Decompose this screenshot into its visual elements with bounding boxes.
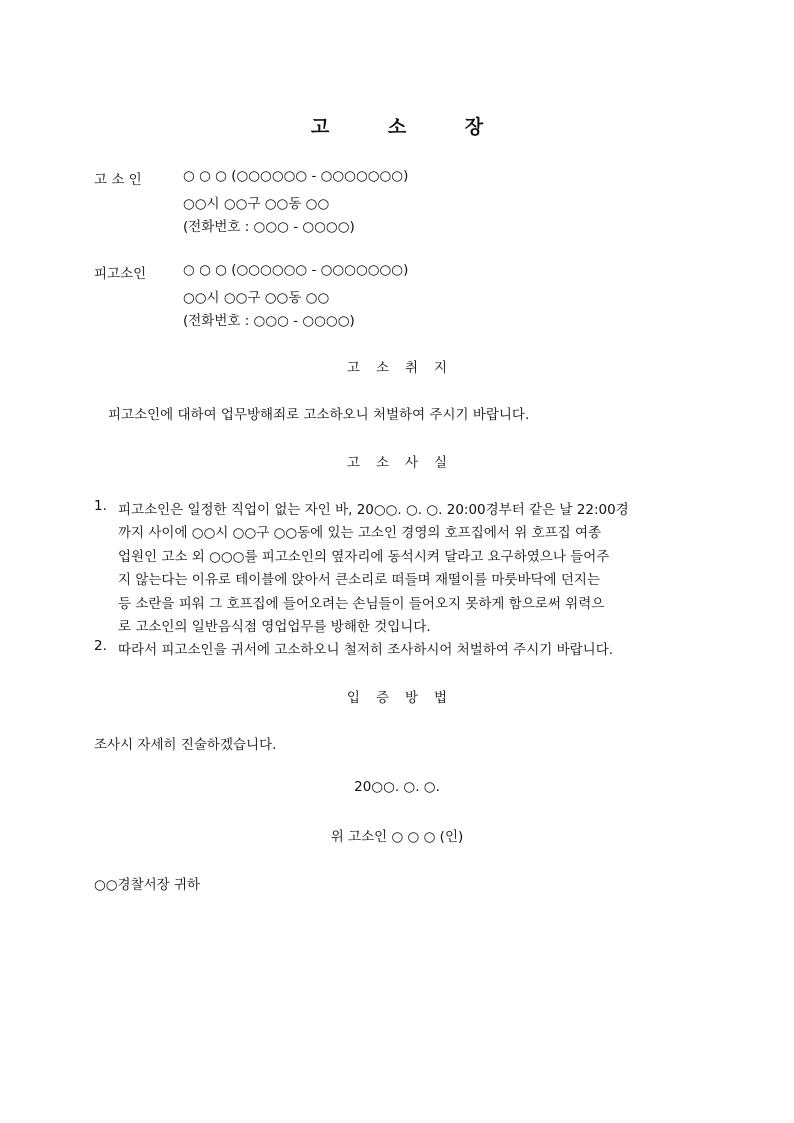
accused-label: 피고소인 (94, 266, 147, 282)
complainant-phone: (전화번호 : ○○○ - ○○○○) (183, 219, 355, 235)
facts-heading: 고소사실 (346, 455, 464, 471)
accused-name-id: ○ ○ ○ (○○○○○○ - ○○○○○○○) (183, 262, 409, 278)
complainant-signature: 위 고소인 ○ ○ ○ (인) (330, 829, 464, 845)
fact-line: 지 않는다는 이유로 테이블에 앉아서 큰소리로 떠들며 재떨이를 마룻바닥에 던지는 (118, 572, 601, 588)
fact-line: 로 고소인의 일반음식점 영업업무를 방해한 것입니다. (118, 619, 431, 635)
fact-line: 업원인 고소 외 ○○○를 피고소인의 옆자리에 동석시켜 달라고 요구하였으나 들어주 (118, 549, 610, 565)
fact-line: 따라서 피고소인을 귀서에 고소하오니 철저히 조사하시어 처벌하여 주시기 바랍니다. (118, 642, 614, 658)
complainant-label: 고 소 인 (94, 172, 142, 188)
addressee: ○○경찰서장 귀하 (94, 877, 201, 893)
complainant-name-id: ○ ○ ○ (○○○○○○ - ○○○○○○○) (183, 168, 409, 184)
complainant-address: ○○시 ○○구 ○○동 ○○ (183, 196, 330, 212)
fact-item-number: 2. (94, 638, 107, 654)
fact-line: 등 소란을 피워 그 호프집에 들어오려는 손님들이 들어오지 못하게 함으로써 위력으 (118, 596, 605, 612)
accused-phone: (전화번호 : ○○○ - ○○○○) (183, 313, 355, 329)
accused-address: ○○시 ○○구 ○○동 ○○ (183, 290, 330, 306)
evidence-text: 조사시 자세히 진술하겠습니다. (94, 737, 277, 753)
fact-line: 까지 사이에 ○○시 ○○구 ○○동에 있는 고소인 경영의 호프집에서 위 호프집 여종 (118, 525, 602, 541)
purpose-heading: 고소취지 (346, 360, 464, 376)
document-title: 고 소 장 (310, 116, 510, 138)
evidence-heading: 입증방법 (346, 690, 464, 706)
fact-line: 피고소인은 일정한 직업이 없는 자인 바, 20○○. ○. ○. 20:00경부터 같은 날 22:00경 (118, 502, 629, 518)
document-date: 20○○. ○. ○. (354, 779, 440, 795)
fact-item-number: 1. (94, 498, 107, 514)
purpose-text: 피고소인에 대하여 업무방해죄로 고소하오니 처벌하여 주시기 바랍니다. (108, 407, 530, 423)
